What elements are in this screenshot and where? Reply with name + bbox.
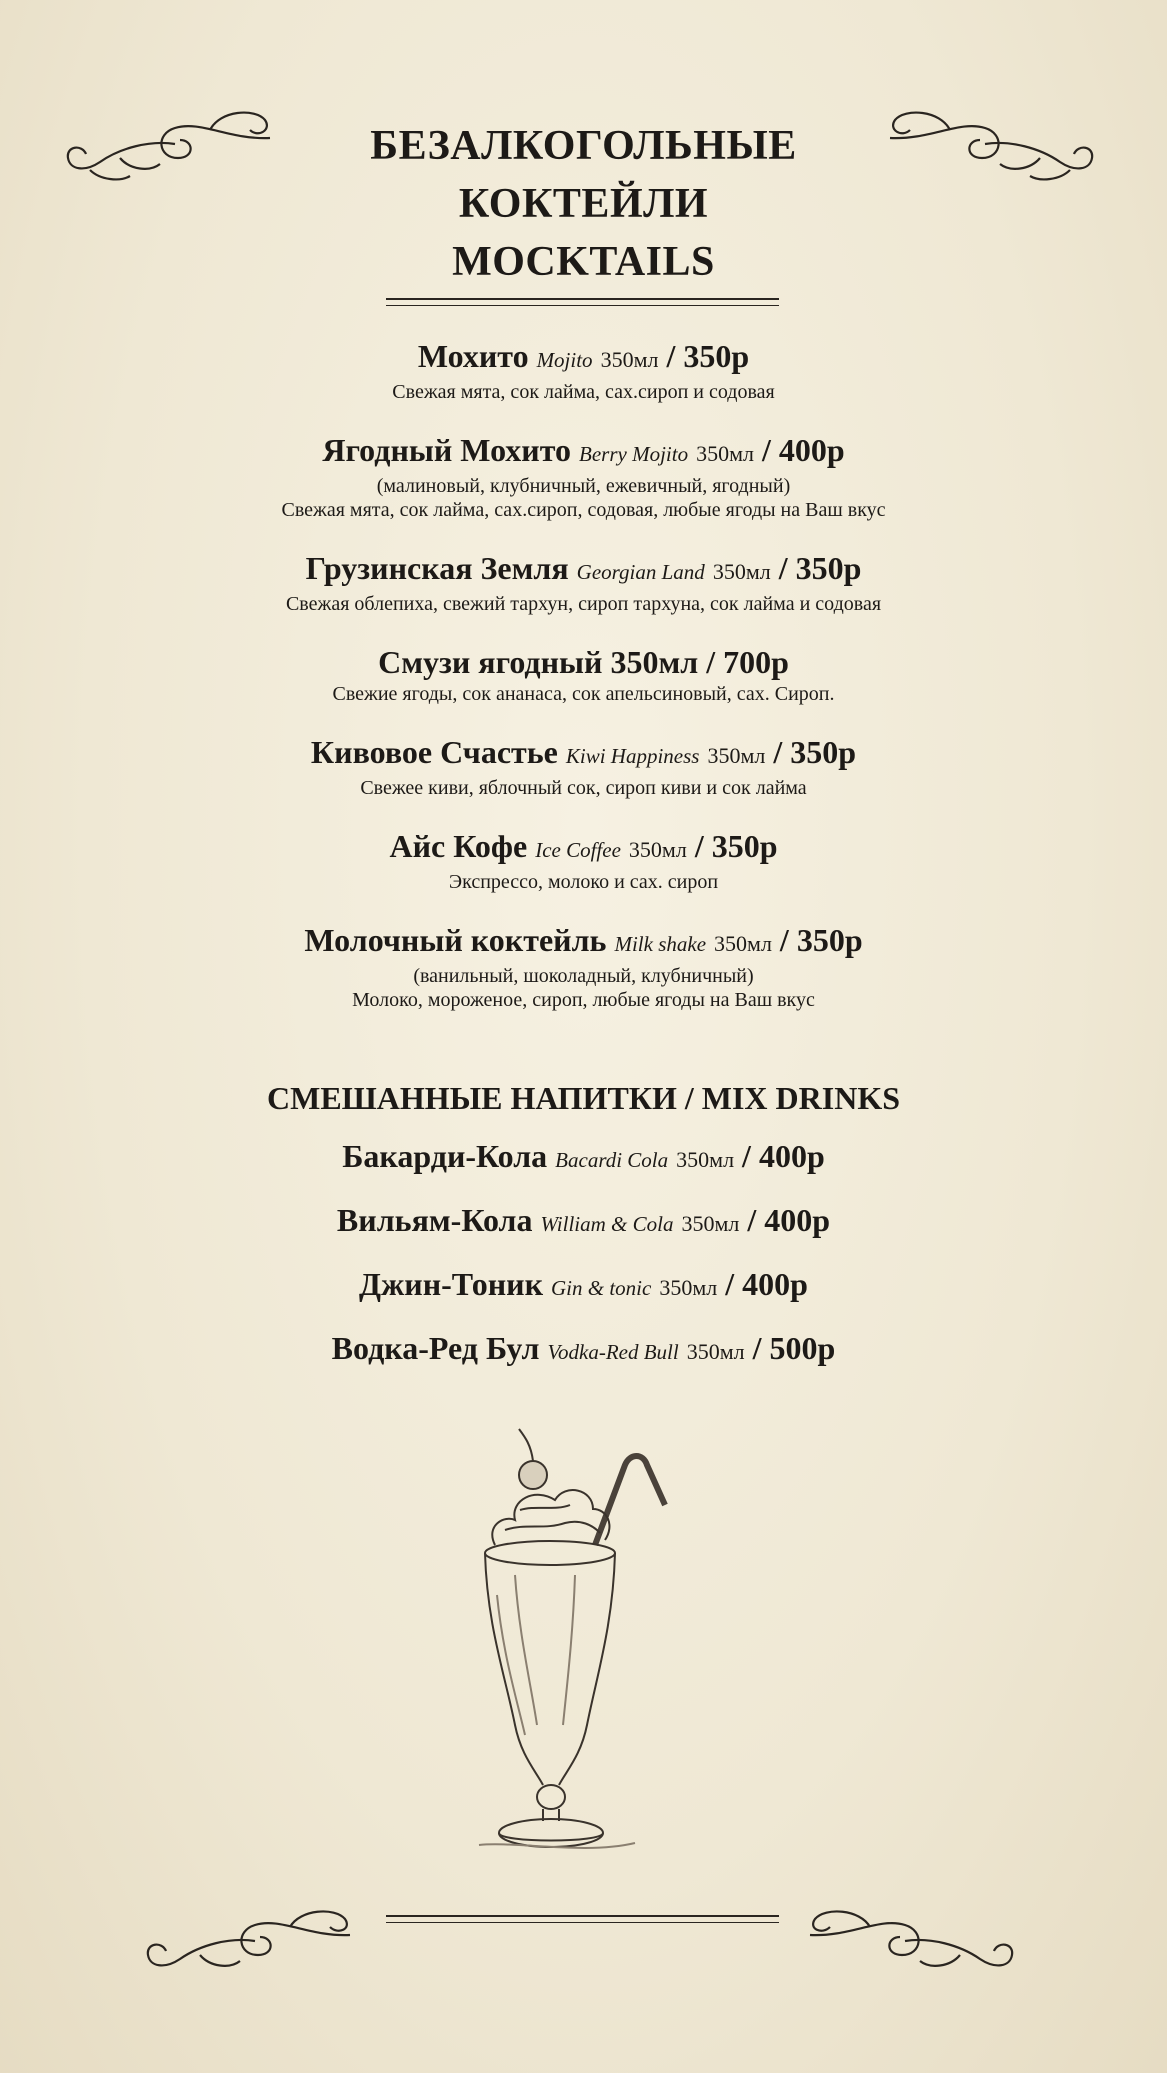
mix-item (0, 1264, 1167, 1308)
title-divider (386, 298, 779, 300)
item-name-en: Kiwi Happiness (565, 744, 700, 768)
item-volume: 350мл (600, 347, 659, 372)
mix-item (0, 1136, 1167, 1180)
menu-item (0, 826, 1167, 894)
item-name: Молочный коктейль (304, 922, 607, 958)
item-description: Экспрессо, молоко и сах. сироп (448, 871, 719, 893)
title-line-1: БЕЗАЛКОГОЛЬНЫЕ (370, 123, 797, 169)
item-description: Свежая облепиха, свежий тархун, сироп тархуна, сок лайма и содовая (285, 593, 882, 615)
item-volume: 350мл (676, 1147, 735, 1172)
item-volume: 350мл (696, 441, 754, 466)
item-price: / 350р (773, 734, 857, 770)
item-volume: 350мл (712, 559, 771, 584)
page-title (0, 117, 1167, 291)
mocktail-list (0, 336, 1167, 1012)
item-name: Джин-Тоник (359, 1266, 544, 1302)
mix-drinks-section (0, 1078, 1167, 1372)
item-name: Водка-Ред Бул (331, 1330, 540, 1366)
item-volume: 350мл (714, 931, 772, 956)
item-description: Свежая мята, сок лайма, сах.сироп и содовая (392, 381, 775, 403)
item-name: Мохито (417, 338, 529, 374)
item-volume: 350мл (659, 1275, 718, 1300)
item-flavors: (малиновый, клубничный, ежевичный, ягодный) (376, 475, 791, 497)
bottom-divider-thin (386, 1922, 779, 1923)
item-name: Смузи ягодный 350мл / 700р (378, 644, 789, 680)
item-price: / 400р (761, 432, 845, 468)
item-name: Грузинская Земля (305, 550, 569, 586)
menu-item (0, 732, 1167, 800)
item-volume: 350мл (707, 743, 766, 768)
item-price: / 350р (666, 338, 750, 374)
item-name: Ягодный Мохито (322, 432, 572, 468)
item-price: / 400р (742, 1138, 825, 1174)
menu-item (0, 920, 1167, 1012)
section-title: СМЕШАННЫЕ НАПИТКИ / MIX DRINKS (267, 1080, 900, 1116)
bottom-divider (386, 1915, 779, 1917)
item-name-en: Gin & tonic (551, 1276, 652, 1300)
item-description: Молоко, мороженое, сироп, любые ягоды на Ваш вкус (352, 989, 815, 1011)
item-description: Свежее киви, яблочный сок, сироп киви и сок лайма (360, 777, 807, 799)
menu-item (0, 642, 1167, 706)
item-name-en: Vodka-Red Bull (547, 1340, 679, 1364)
item-name: Бакарди-Кола (342, 1138, 548, 1174)
item-price: / 350р (778, 550, 862, 586)
item-volume: 350мл (681, 1211, 740, 1236)
item-description: Свежие ягоды, сок ананаса, сок апельсиновый, сах. Сироп. (332, 683, 835, 705)
item-name: Кивовое Счастье (310, 734, 558, 770)
item-name-en: Milk shake (614, 932, 707, 956)
flourish-bottom-left-icon (140, 1905, 360, 1995)
item-price: / 350р (694, 828, 778, 864)
item-name: Вильям-Кола (336, 1202, 533, 1238)
menu-item (0, 430, 1167, 522)
item-name-en: William & Cola (540, 1212, 674, 1236)
mix-item (0, 1200, 1167, 1244)
item-name-en: Georgian Land (576, 560, 705, 584)
item-name-en: Ice Coffee (535, 838, 621, 862)
item-price: / 350р (779, 922, 863, 958)
title-line-2: КОКТЕЙЛИ (458, 181, 709, 227)
item-name-en: Bacardi Cola (555, 1148, 669, 1172)
item-name-en: Mojito (536, 348, 593, 372)
item-price: / 400р (725, 1266, 808, 1302)
item-name: Айс Кофе (389, 828, 528, 864)
title-line-3: MOCKTAILS (452, 239, 715, 285)
item-description: Свежая мята, сок лайма, сах.сироп, содовая, любые ягоды на Ваш вкус (281, 499, 886, 521)
menu-item (0, 336, 1167, 404)
item-name-en: Berry Mojito (579, 442, 689, 466)
title-divider-thin (386, 305, 779, 306)
menu-item (0, 548, 1167, 616)
item-flavors: (ванильный, шоколадный, клубничный) (413, 965, 754, 987)
milkshake-glass-icon (475, 1425, 705, 1870)
item-volume: 350мл (628, 837, 687, 862)
flourish-bottom-right-icon (800, 1905, 1020, 1995)
mix-item (0, 1328, 1167, 1372)
item-price: / 500р (752, 1330, 836, 1366)
item-price: / 400р (747, 1202, 831, 1238)
item-volume: 350мл (686, 1339, 745, 1364)
